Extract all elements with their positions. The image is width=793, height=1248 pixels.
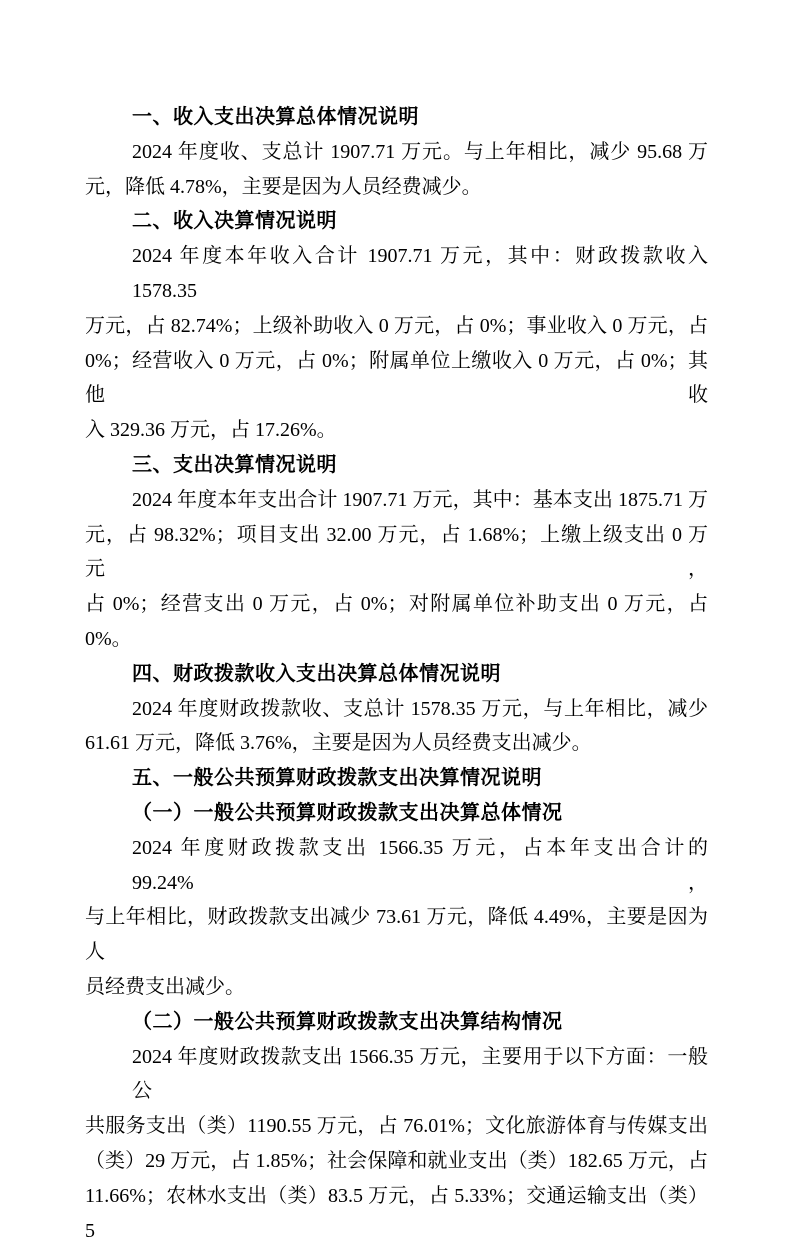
text-line: 2024 年度收、支总计 1907.71 万元。与上年相比，减少 95.68 万	[132, 140, 708, 163]
text-line: 0%；经营收入 0 万元，占 0%；附属单位上缴收入 0 万元，占 0%；其他收	[85, 349, 708, 407]
text-line: 员经费支出减少。	[85, 975, 245, 998]
text-line: 61.61 万元，降低 3.76%，主要是因为人员经费支出减少。	[85, 732, 592, 755]
section-fiscal-appropriation-overview	[85, 657, 708, 761]
section-income-final-accounts	[85, 204, 708, 448]
text-line: 2024 年度财政拨款支出 1566.35 万元，主要用于以下方面：一般公	[132, 1045, 708, 1103]
text-line: 11.66%；农林水支出（类）83.5 万元，占 5.33%；交通运输支出（类）5	[85, 1184, 708, 1242]
text-line: 入 329.36 万元，占 17.26%。	[85, 419, 337, 442]
text-line: 占 0%；经营支出 0 万元，占 0%；对附属单位补助支出 0 万元，占 0%。	[85, 593, 708, 650]
text-line: 元，占 98.32%；项目支出 32.00 万元，占 1.68%；上缴上级支出 0 万元，	[85, 523, 708, 581]
text-line: （类）29 万元，占 1.85%；社会保障和就业支出（类）182.65 万元，占	[85, 1149, 708, 1172]
subsection-heading: （二）一般公共预算财政拨款支出决算结构情况	[132, 1010, 563, 1033]
subsection-expenditure-overall	[85, 796, 708, 1005]
section-income-expenditure-overview	[85, 100, 708, 204]
subsection-heading: （一）一般公共预算财政拨款支出决算总体情况	[132, 801, 563, 824]
text-line: 2024 年度财政拨款收、支总计 1578.35 万元，与上年相比，减少	[132, 697, 708, 720]
section-heading: 四、财政拨款收入支出决算总体情况说明	[132, 662, 501, 685]
text-line: 2024 年度财政拨款支出 1566.35 万元，占本年支出合计的 99.24%，	[132, 836, 708, 894]
section-heading: 三、支出决算情况说明	[132, 453, 337, 476]
text-line: 万元，占 82.74%；上级补助收入 0 万元，占 0%；事业收入 0 万元，占	[85, 314, 708, 337]
subsection-expenditure-structure	[85, 1005, 708, 1248]
section-heading: 二、收入决算情况说明	[132, 210, 337, 233]
text-line: 2024 年度本年支出合计 1907.71 万元，其中：基本支出 1875.71 万	[132, 488, 708, 511]
section-expenditure-final-accounts	[85, 448, 708, 657]
text-line: 共服务支出（类）1190.55 万元，占 76.01%；文化旅游体育与传媒支出	[85, 1115, 708, 1138]
text-line: 元，降低 4.78%，主要是因为人员经费减少。	[85, 175, 482, 198]
text-line: 与上年相比，财政拨款支出减少 73.61 万元，降低 4.49%，主要是因为人	[85, 906, 708, 964]
section-general-public-budget-expenditure	[85, 761, 708, 796]
text-line: 2024 年度本年收入合计 1907.71 万元，其中：财政拨款收入 1578.35	[132, 245, 708, 302]
section-heading: 五、一般公共预算财政拨款支出决算情况说明	[132, 767, 542, 790]
section-heading: 一、收入支出决算总体情况说明	[132, 106, 419, 128]
